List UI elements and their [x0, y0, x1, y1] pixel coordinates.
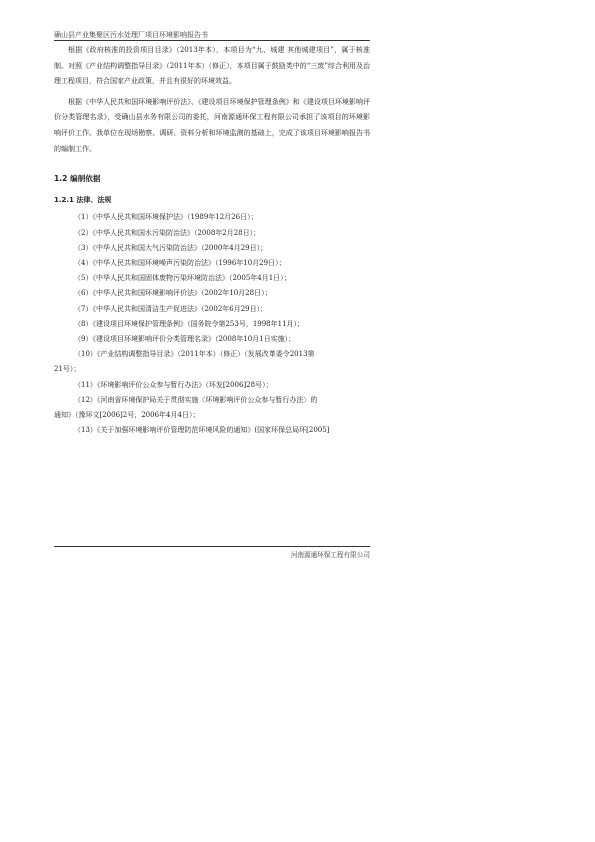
law-item-line: （12）《河南省环境保护局关于贯彻实施〈环境影响评价公众参与暂行办法〉的	[74, 395, 318, 404]
section-heading: 1.2 编制依据	[54, 174, 101, 184]
running-footer: 河南源通环保工程有限公司	[290, 551, 370, 559]
page-body	[54, 43, 370, 438]
paragraph-commission: 根据《中华人民共和国环境影响评价法》、《建设项目环境保护管理条例》和《建设项目环境影响评价分类管理名录》，受确山县水务有限公司的委托，河南源通环保工程有限公司承担了该项目的环境影响评价工作。我单位在现场勘察、调研、资料分析和环境监测的基础上，完成了该项目环境影响报告书的编制工作。	[54, 97, 370, 153]
law-item-line: （10）《产业结构调整指导目录》（2011年本）（修正）（发展改革委令2013第	[74, 350, 315, 359]
law-item: （1）《中华人民共和国环境保护法》（1989年12月26日）；	[74, 213, 258, 222]
running-header: 确山县产业集聚区污水处理厂项目环境影响报告书	[54, 31, 208, 39]
law-item-continuation: 通知》（豫环文[2006]2号，2006年4月4日）；	[54, 410, 200, 419]
law-item: （7）《中华人民共和国清洁生产促进法》（2002年6月29日）；	[74, 304, 268, 313]
paragraph-policy: 根据《政府核准的投资项目目录》（2013年本），本项目为“九、城建 其他城建项目”，属于核准制。对照《产业结构调整指导目录》（2011年本）（修正），本项目属于鼓励类中的“三废”综合利用及治理工程项目，符合国家产业政策，并且有很好的环境效益。	[54, 46, 370, 86]
law-item: （4）《中华人民共和国环境噪声污染防治法》（1996年10月29日）；	[74, 258, 286, 267]
footer-rule	[54, 546, 370, 547]
law-item	[54, 347, 370, 377]
subsection-heading: 1.2.1 法律、法规	[54, 195, 112, 204]
law-item: （5）《中华人民共和国固体废物污染环境防治法》（2005年4月1日）；	[74, 274, 291, 283]
law-item-continuation: 21号）；	[54, 365, 81, 374]
law-item: （9）《建设项目环境影响评价分类管理名录》（2008年10月1日实施）；	[74, 334, 296, 343]
law-item: （3）《中华人民共和国大气污染防治法》（2000年4月29日）；	[74, 243, 268, 252]
law-list	[54, 210, 370, 438]
law-item: （2）《中华人民共和国水污染防治法》（2008年2月28日）；	[74, 228, 261, 237]
law-item: （13）《关于加强环境影响评价管理防范环境风险的通知》(国家环保总局环[2005]	[74, 426, 330, 435]
law-item: （8）《建设项目环境保护管理条例》（国务院令第253号，1998年11月）；	[74, 319, 305, 328]
law-item	[54, 393, 370, 423]
law-item: （11）《环境影响评价公众参与暂行办法》（环发[2006]28号）；	[74, 380, 273, 389]
law-item: （6）《中华人民共和国环境影响评价法》（2002年10月28日）；	[74, 289, 272, 298]
header-rule	[54, 40, 370, 41]
